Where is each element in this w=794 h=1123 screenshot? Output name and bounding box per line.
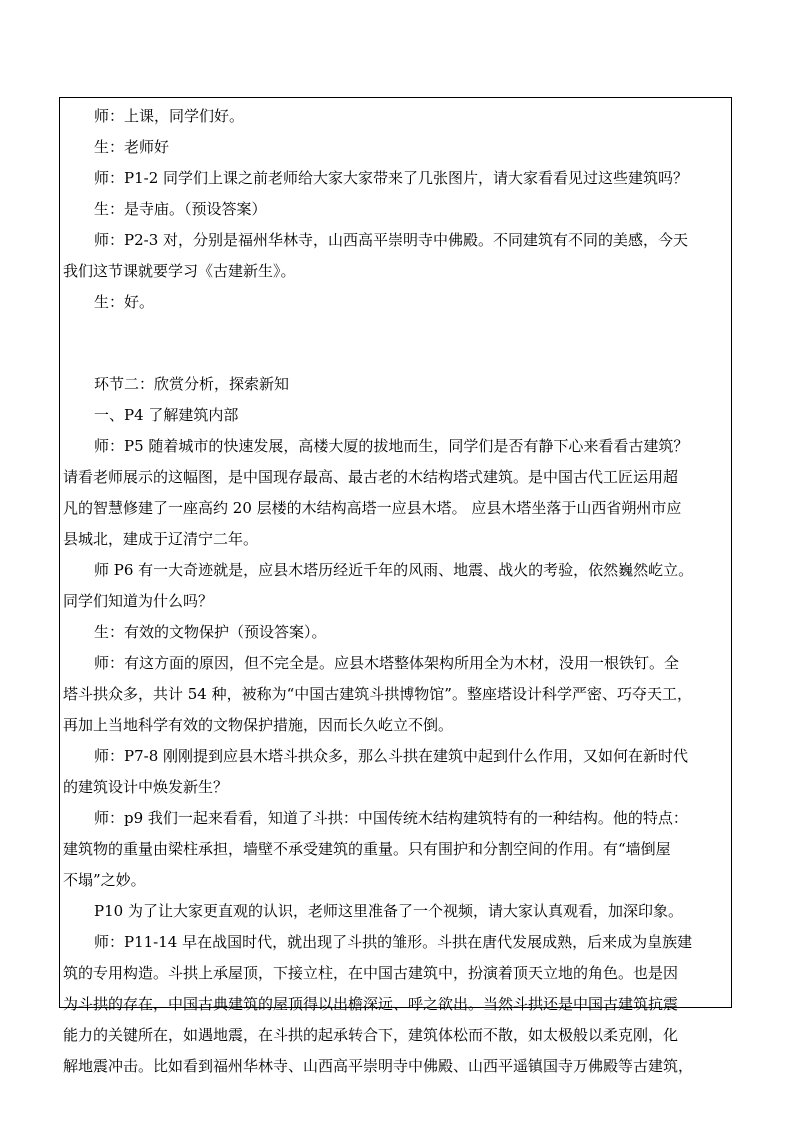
paragraph-line: 师：P7-8 刚刚提到应县木塔斗拱众多，那么斗拱在建筑中起到什么作用，又如何在新时代: [94, 747, 689, 765]
paragraph-line: 生：好。: [94, 293, 155, 311]
lesson-text: [63, 101, 724, 1082]
paragraph-line: 我们这节课就要学习《古建新生》。: [63, 262, 296, 280]
subsection-heading: 一、P4 了解建筑内部: [94, 406, 239, 424]
paragraph-line: 请看老师展示的这幅图，是中国现存最高、最古老的木结构塔式建筑。是中国古代工匠运用超: [63, 468, 679, 486]
paragraph-line: 师：p9 我们一起来看看，知道了斗拱：中国传统木结构建筑特有的一种结构。他的特点：: [94, 809, 688, 827]
paragraph-line: 塔斗拱众多，共计 54 种，被称为“中国古建筑斗拱博物馆”。整座塔设计科学严密、巧夺天工，: [63, 685, 692, 703]
paragraph-line: 不塌”之妙。: [63, 871, 146, 889]
paragraph-line: 解地震冲击。比如看到福州华林寺、山西高平崇明寺中佛殿、山西平遥镇国寺万佛殿等古建筑，: [63, 1057, 694, 1075]
paragraph-line: 能力的关键所在，如遇地震，在斗拱的起承转合下，建筑体松而不散，如太极般以柔克刚，化: [63, 1026, 679, 1044]
paragraph-line: 生：老师好: [94, 138, 170, 156]
paragraph-line: 同学们知道为什么吗？: [63, 592, 214, 610]
paragraph-line: 师：P5 随着城市的快速发展，高楼大厦的拔地而生，同学们是否有静下心来看看古建筑？: [94, 437, 689, 455]
paragraph-line: 建筑物的重量由梁柱承担，墙壁不承受建筑的重量。只有围护和分割空间的作用。有“墙倒屋: [63, 840, 671, 858]
paragraph-line: 凡的智慧修建了一座高约 20 层楼的木结构高塔一应县木塔。 应县木塔坐落于山西省朔州市应: [63, 499, 682, 517]
paragraph-line: 师：P2-3 对，分别是福州华林寺，山西高平崇明寺中佛殿。不同建筑有不同的美感，今天: [94, 231, 689, 249]
section-heading: 环节二：欣赏分析，探索新知: [94, 375, 290, 393]
paragraph-line: 的建筑设计中焕发新生？: [63, 778, 229, 796]
paragraph-line: 师：P1-2 同学们上课之前老师给大家大家带来了几张图片，请大家看看见过这些建筑吗？: [94, 169, 689, 187]
blank-line: [94, 349, 724, 369]
blank-line: [94, 318, 724, 349]
paragraph-line: 筑的专用构造。斗拱上承屋顶，下接立柱，在中国古建筑中，扮演着顶天立地的角色。也是因: [63, 964, 679, 982]
paragraph-line: 师：有这方面的原因，但不完全是。应县木塔整体架构所用全为木材，没用一根铁钉。全: [94, 654, 680, 672]
paragraph-line: 为斗拱的存在，中国古典建筑的屋顶得以出檐深远、呼之欲出。当然斗拱还是中国古建筑抗震: [63, 995, 679, 1013]
paragraph-line: 生：是寺庙。（预设答案）: [94, 200, 267, 218]
paragraph-line: 再加上当地科学有效的文物保护措施，因而长久屹立不倒。: [63, 716, 454, 734]
paragraph-line: 县城北，建成于辽清宁二年。: [63, 530, 259, 548]
paragraph-line: 生：有效的文物保护（预设答案）。: [94, 623, 327, 641]
paragraph-line: 师：上课，同学们好。: [94, 107, 245, 125]
paragraph-line: 师：P11-14 早在战国时代，就出现了斗拱的雏形。斗拱在唐代发展成熟，后来成为皇族建: [94, 933, 693, 951]
document-frame: [59, 97, 732, 1075]
paragraph-line: 师 P6 有一大奇迹就是，应县木塔历经近千年的风雨、地震、战火的考验，依然巍然屹立。: [94, 561, 694, 579]
paragraph-line: P10 为了让大家更直观的认识，老师这里准备了一个视频，请大家认真观看，加深印象。: [94, 902, 683, 920]
